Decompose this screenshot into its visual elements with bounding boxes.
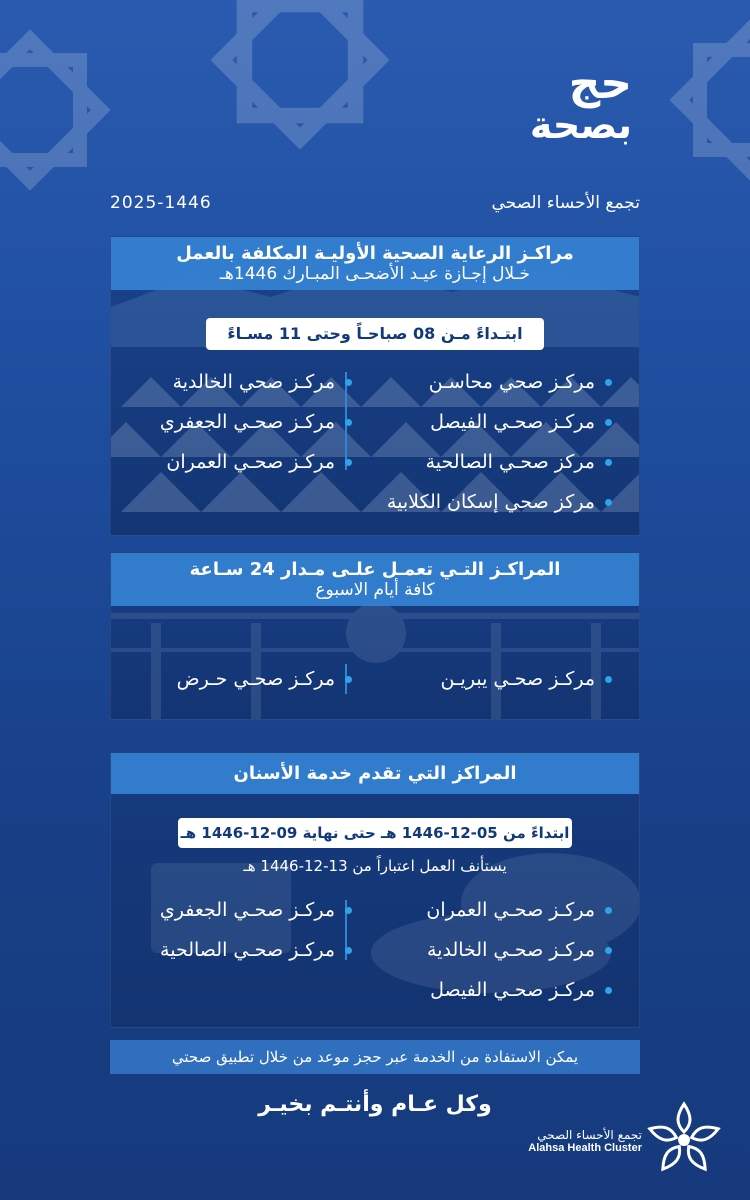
geometric-pattern-icon: [660, 10, 750, 190]
list-item: [112, 890, 352, 930]
bullet-icon: [605, 676, 612, 683]
bullet-icon: [345, 676, 352, 683]
center-name: مركـز صحـي الفيصل: [430, 411, 595, 433]
center-name: مركـز صحـي العمران: [426, 899, 595, 921]
bullet-icon: [345, 419, 352, 426]
logo-line1: حج: [568, 58, 632, 109]
center-name: مركـز صحـي حـرض: [176, 668, 335, 690]
geometric-pattern-icon: [0, 20, 120, 200]
list-item: [372, 442, 612, 482]
list-item: [372, 890, 612, 930]
geometric-pattern-icon: [200, 0, 400, 160]
org-label: تجمع الأحساء الصحي: [491, 193, 640, 213]
bullet-icon: [345, 379, 352, 386]
center-name: مركـز صحي محاسـن: [428, 371, 595, 393]
bullet-icon: [605, 459, 612, 466]
center-name: مركز صحي إسكان الكلابية: [386, 491, 595, 513]
list-item: [112, 659, 352, 699]
brand-name-en: Alahsa Health Cluster: [528, 1142, 642, 1154]
center-name: مركـز صحـي يبريـن: [440, 668, 595, 690]
section3-right-list: [372, 890, 612, 1010]
app-booking-note: يمكن الاستفادة من الخدمة عبر حجز موعد من خلال تطبيق صحتي: [110, 1040, 640, 1074]
center-name: مركـز صحـي العمران: [166, 451, 335, 473]
list-item: [372, 402, 612, 442]
section2-header: [111, 553, 639, 606]
section1-hours: ابتـداءً مـن 08 صباحـاً وحتى 11 مسـاءً: [206, 318, 544, 350]
list-item: [372, 970, 612, 1010]
logo-line2: بصحة: [529, 103, 632, 147]
brand-block: [512, 1128, 642, 1154]
section3-title: المراكز التي تقدم خدمة الأسنان: [233, 763, 517, 784]
bullet-icon: [605, 379, 612, 386]
section3-resume: يستأنف العمل اعتباراً من 13-12-1446 هـ: [243, 857, 507, 875]
center-name: مركـز صحـي الخالدية: [427, 939, 595, 961]
list-item: [112, 402, 352, 442]
center-name: مركـز صحي الخالدية: [172, 371, 335, 393]
bullet-icon: [345, 907, 352, 914]
section1-header: [111, 237, 639, 290]
section2-right-list: [372, 659, 612, 699]
section2-subtitle: كافة أيام الاسبوع: [315, 580, 435, 600]
list-item: [112, 930, 352, 970]
bullet-icon: [605, 947, 612, 954]
year-label: 2025-1446: [110, 193, 212, 213]
bullet-icon: [605, 987, 612, 994]
list-item: [372, 362, 612, 402]
brand-name-ar: تجمع الأحساء الصحي: [537, 1128, 642, 1142]
center-name: مركـز صحـي الجعفري: [159, 411, 335, 433]
bullet-icon: [605, 419, 612, 426]
section1-subtitle: خـلال إجـازة عيـد الأضحـى المبـارك 1446هـ: [219, 264, 531, 284]
list-item: [372, 930, 612, 970]
bullet-icon: [605, 907, 612, 914]
center-name: مركـز صحـي الصالحية: [160, 939, 335, 961]
center-name: مركـز صحـي الفيصل: [430, 979, 595, 1001]
center-name: مركز صحـي الصالحية: [425, 451, 595, 473]
list-item: [372, 659, 612, 699]
list-item: [112, 442, 352, 482]
bullet-icon: [605, 499, 612, 506]
section3-hours: ابتداءً من 05-12-1446 هـ حتى نهاية 09-12-1446 هـ: [178, 818, 572, 848]
section3-left-list: [112, 890, 352, 970]
hajj-logo: [512, 58, 632, 147]
section3-header: [111, 753, 639, 794]
section2-title: المراكـز التـي تعمـل علـى مـدار 24 سـاعة: [189, 559, 561, 580]
bullet-icon: [345, 947, 352, 954]
section2-left-list: [112, 659, 352, 699]
bullet-icon: [345, 459, 352, 466]
center-name: مركـز صحـي الجعفري: [159, 899, 335, 921]
section1-left-list: [112, 362, 352, 482]
list-item: [372, 482, 612, 522]
greeting: وكل عـام وأنتـم بخيـر: [258, 1092, 492, 1117]
section1-right-list: [372, 362, 612, 522]
cluster-logo-icon: [644, 1098, 724, 1178]
list-item: [112, 362, 352, 402]
section1-title: مراكـز الرعاية الصحية الأوليـة المكلفة بالعمل: [176, 243, 574, 264]
